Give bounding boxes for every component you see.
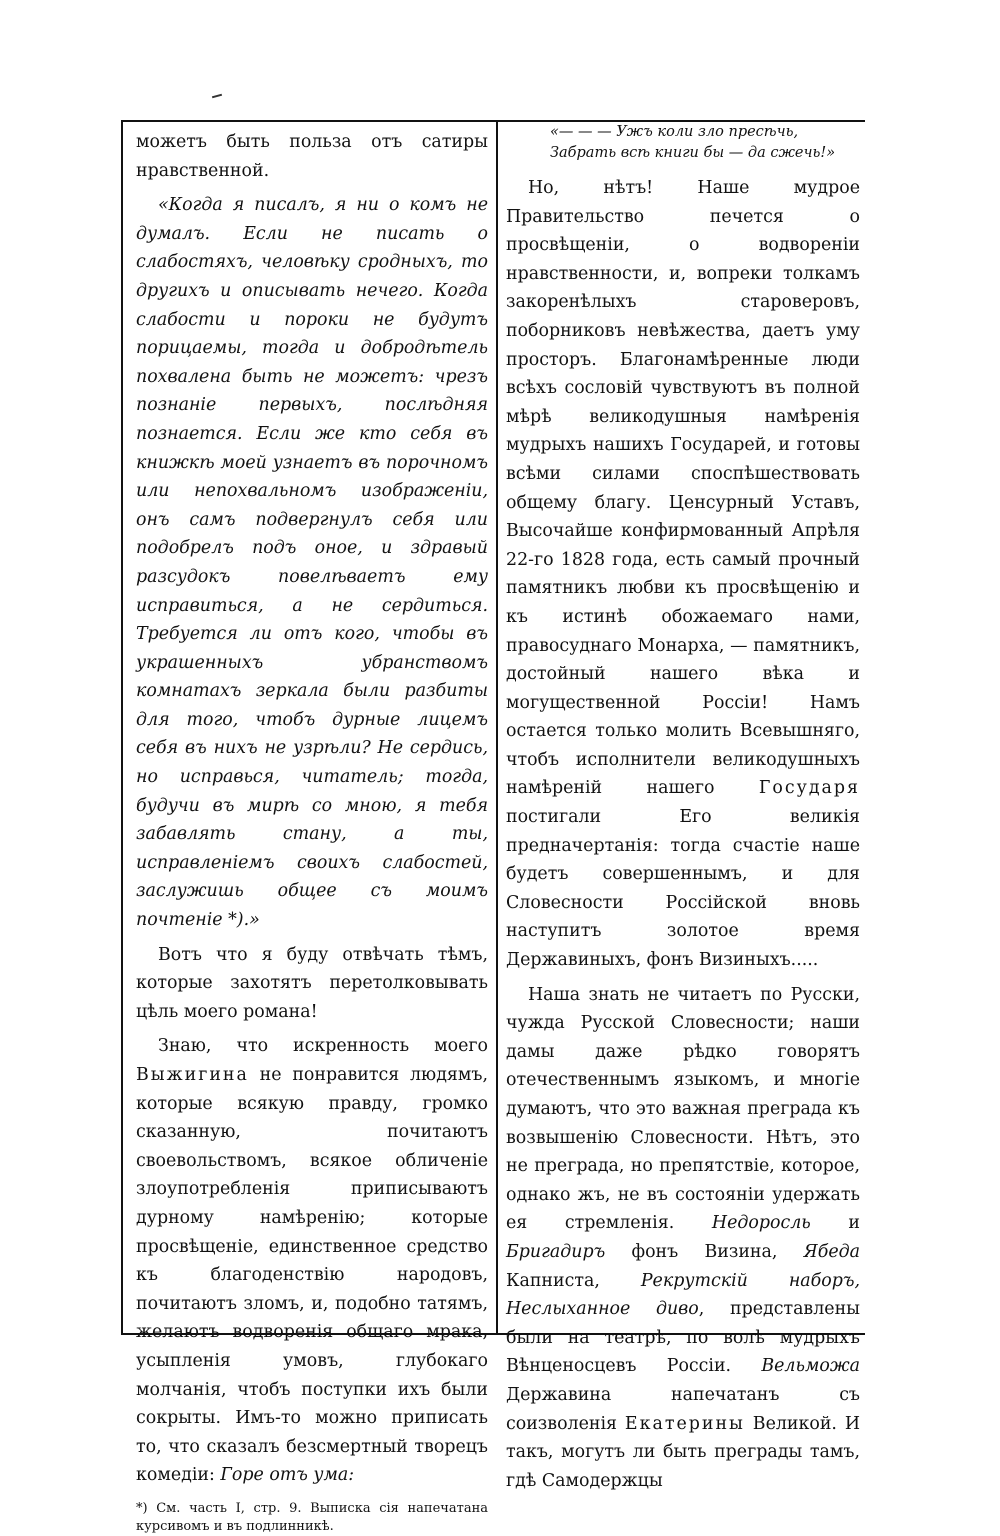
left-column [136, 128, 488, 1536]
velmozha-title: Вельможа [761, 1356, 860, 1377]
rp2-d: Капниста, [506, 1270, 641, 1291]
rp2-b: и [810, 1213, 861, 1234]
rp2-e: , представлены были на театрѣ, по волѣ мудрыхъ Вѣнценосцевъ Россіи. [506, 1299, 860, 1377]
right-column [506, 122, 860, 1495]
p3-text-middle: не понравится людямъ, которые всякую правду, громко сказанную, почитаютъ своевольствомъ, всякое обличеніе злоупотребленія приписываютъ дурному намѣренію; которые просвѣщеніе, единственное средство къ благоденствію народовъ, почитаютъ зломъ, и, подобно татямъ, желаютъ водворенія общаго мрака, усыпленія умовъ, глубокаго молчанія, чтобъ поступки ихъ были сокрыты. Имъ-то можно приписать то, что сказалъ безсмертный творецъ комедіи: [136, 1065, 488, 1486]
epigraph-line-2: Забрать всѣ книги бы — да сжечь!» [550, 145, 836, 161]
author-quote: «Когда я писалъ, я ни о комъ не думалъ. Если не писать о слабостяхъ, человѣку сродныхъ, то другихъ и описывать нечего. Когда слабости и пороки не будутъ порицаемы, тогда и добродѣтель похвалена быть не можетъ: чрезъ познаніе первыхъ, послѣдняя познается. Если же кто себя въ книжкѣ моей узнаетъ въ порочномъ или непохвальномъ изображеніи, онъ самъ подвергнулъ себя или подобрелъ подъ оное, и здравый разсудокъ повелѣваетъ ему исправиться, а не сердиться. Требуется ли отъ кого, чтобы въ украшенныхъ убранствомъ комнатахъ зеркала были разбиты для того, чтобъ дурные лицемъ себя въ нихъ не узрѣли? Не сердись, но исправься, читатель; тогда, будучи въ мирѣ со мною, я тебя забавлять стану, а ты, исправленіемъ своихъ слабостей, заслужишь общее съ моимъ почтеніе *).» [136, 195, 488, 931]
footnote: *) См. часть I, стр. 9. Выписка сія напечатана курсивомъ и въ подлинникѣ. [136, 1500, 488, 1534]
epigraph [506, 122, 860, 164]
gosudar-word: Государя [758, 778, 860, 799]
rekrutskiy-nabor-title: Рекрутскій наборъ, Неслыханное диво [506, 1270, 860, 1320]
rp1-text-end: постигали Его великія предначертанія: тогда счастіе наше будетъ совершеннымъ, и для Словесности Россійской вновь наступитъ золотое время Державиныхъ, фонъ Визиныхъ..... [506, 807, 860, 971]
epigraph-line-1: «— — — Ужъ коли зло пресѣчь, [550, 124, 799, 140]
p3-text-start: Знаю, что искренность моего [158, 1036, 488, 1057]
ekaterina-name: Екатерины [624, 1413, 745, 1434]
left-paragraph-3 [136, 1032, 488, 1490]
left-paragraph-1: можетъ быть польза отъ сатиры нравственной. [136, 132, 488, 181]
gore-ot-uma-title: Горе отъ ума: [220, 1465, 355, 1486]
column-divider [496, 120, 498, 1333]
right-paragraph-2 [506, 981, 860, 1496]
rp2-c: фонъ Визина, [605, 1241, 804, 1262]
rp2-f: Державина напечатанъ съ соизволенія [506, 1384, 860, 1434]
nedorosl-title: Недоросль [711, 1213, 811, 1234]
rp2-a: Наша знать не читаетъ по Русски, чужда Русской Словесности; наши дамы даже рѣдко говорятъ отечественнымъ языкомъ, и многіе думаютъ, что это важная преграда къ возвышенію Словесности. Нѣтъ, это не преграда, но препятствіе, которое, однако жъ, не въ состояніи удержать ея стремленія. [506, 984, 860, 1234]
yabeda-title: Ябеда [803, 1241, 860, 1262]
left-paragraph-2: Вотъ что я буду отвѣчать тѣмъ, которые захотятъ перетолковывать цѣль моего романа! [136, 944, 488, 1022]
right-paragraph-1 [506, 174, 860, 975]
stray-mark [212, 94, 222, 99]
rp1-text-start: Но, нѣтъ! Наше мудрое Правительство печется о просвѣщеніи, о водвореніи нравственности, и, вопреки толкамъ закоренѣлыхъ староверовъ, поборниковъ невѣжества, даетъ уму просторъ. Благонамѣренные люди всѣхъ сословій чувствуютъ въ полной мѣрѣ великодушныя намѣренія мудрыхъ нашихъ Государей, и готовы всѣми силами споспѣшествовать общему благу. Ценсурный Уставъ, Высочайше конфирмованный Апрѣля 22-го 1828 года, есть самый прочный памятникъ любви къ просвѣщенію и къ истинѣ обожаемаго нами, правосуднаго Монарха, — памятникъ, достойный нашего вѣка и могущественной Россіи! Намъ остается только молить Всевышняго, чтобъ исполнители великодушныхъ намѣреній нашего [506, 178, 860, 799]
brigadir-title: Бригадиръ [506, 1241, 606, 1262]
vyzhigin-name: Выжигина [136, 1065, 249, 1085]
rp2-g: Великой. И такъ, могутъ ли быть преграды тамъ, гдѣ Самодержцы [506, 1413, 860, 1491]
